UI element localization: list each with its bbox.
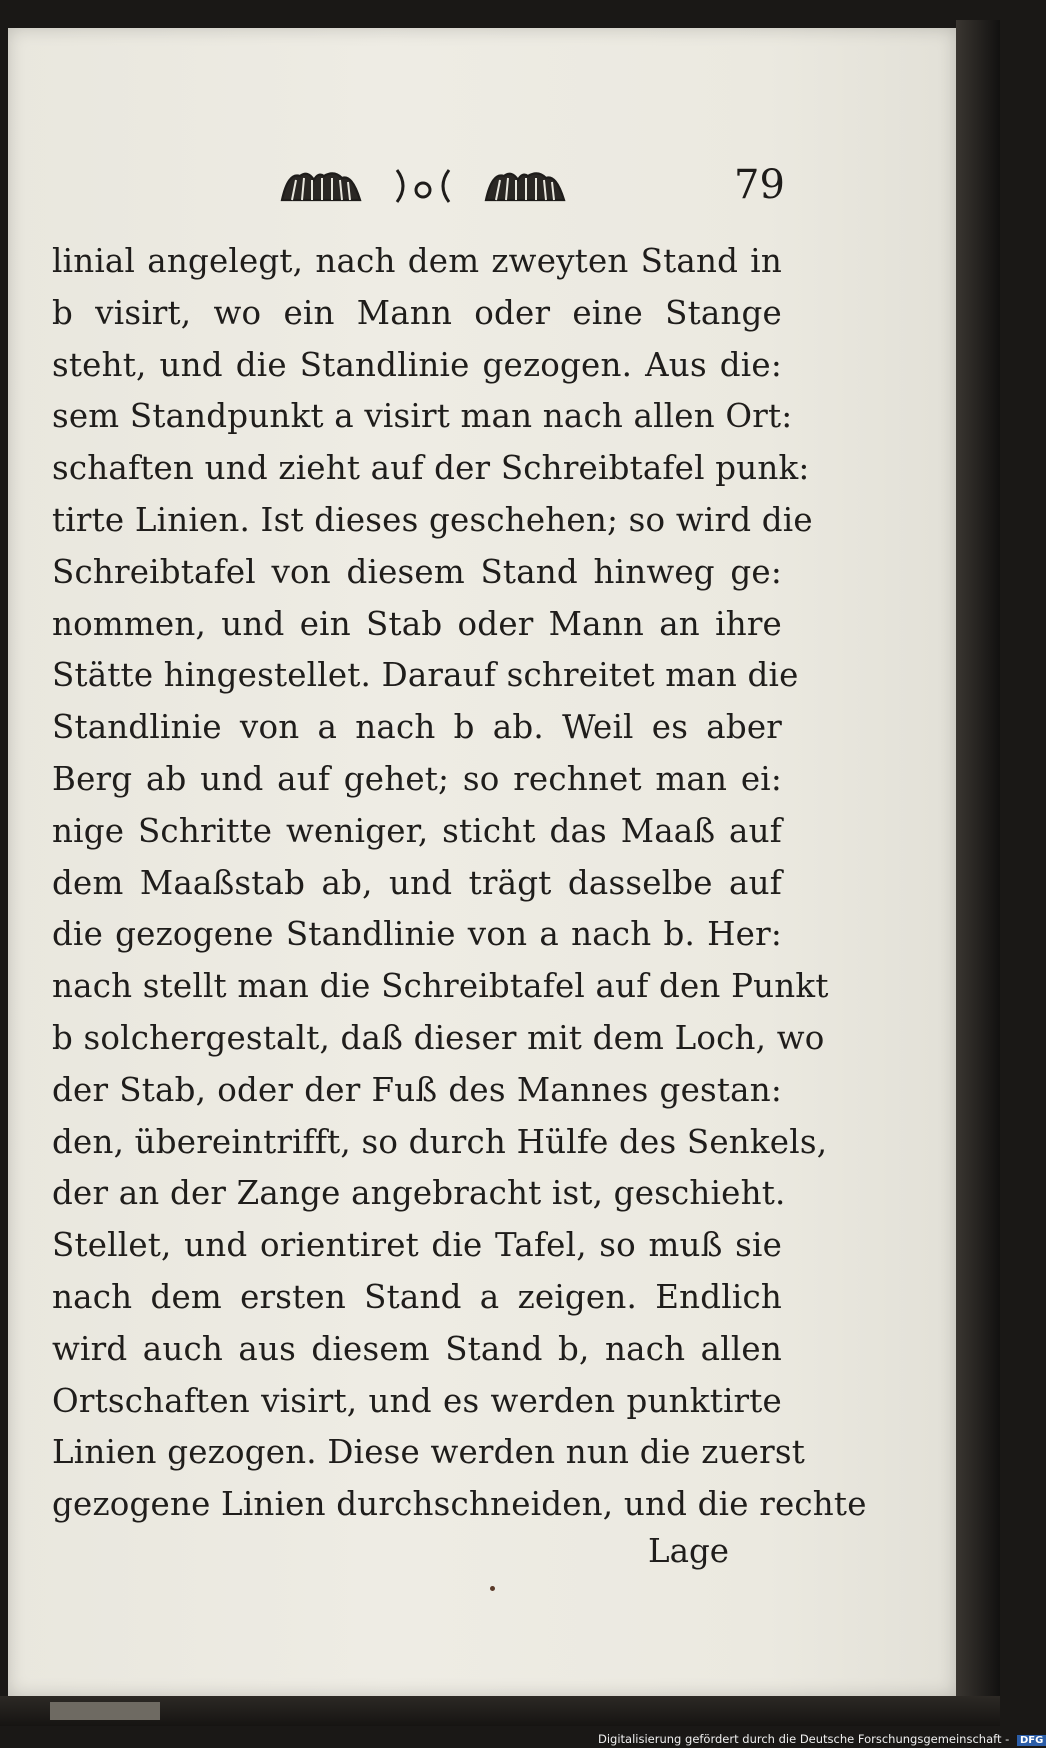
text-line: nach stellt man die Schreibtafel auf den Punkt xyxy=(52,967,829,1006)
scroll-divider-icon xyxy=(391,166,455,206)
text-line: der Stab, oder der Fuß des Mannes gestan: xyxy=(52,1070,782,1109)
body-text xyxy=(52,236,867,1531)
text-line: linial angelegt, nach dem zweyten Stand in xyxy=(52,242,782,280)
book-page xyxy=(8,28,956,1696)
page-number: 79 xyxy=(734,162,785,208)
shell-ornament-icon xyxy=(278,166,364,206)
book-edge-bottom xyxy=(0,1696,1000,1726)
text-line: sem Standpunkt a visirt man nach allen Ort: xyxy=(52,397,793,436)
text-line: gezogene Linien durchschneiden, und die rechte xyxy=(52,1485,867,1524)
credit-text: Digitalisierung gefördert durch die Deutsche Forschungsgemeinschaft - xyxy=(598,1732,1010,1746)
text-line: Stellet, und orientiret die Tafel, so muß sie xyxy=(52,1226,782,1265)
text-line: dem Maaßstab ab, und trägt dasselbe auf xyxy=(52,863,782,902)
text-line: b solchergestalt, daß dieser mit dem Loch, wo xyxy=(52,1018,825,1057)
text-line: nach dem ersten Stand a zeigen. Endlich xyxy=(52,1277,782,1316)
text-line: Berg ab und auf gehet; so rechnet man ei: xyxy=(52,759,782,798)
digitization-credit xyxy=(598,1732,1046,1746)
text-line: Schreibtafel von diesem Stand hinweg ge: xyxy=(52,552,782,591)
text-line: Linien gezogen. Diese werden nun die zuerst xyxy=(52,1433,806,1472)
text-line: tirte Linien. Ist dieses geschehen; so wird die xyxy=(52,500,813,539)
shell-ornament-icon xyxy=(482,166,568,206)
text-line: die gezogene Standlinie von a nach b. Her: xyxy=(52,915,782,954)
dfg-logo: DFG xyxy=(1017,1735,1046,1746)
text-line: Stätte hingestellet. Darauf schreitet man die xyxy=(52,656,799,695)
book-edge-right xyxy=(956,20,1000,1710)
text-line: nige Schritte weniger, sticht das Maaß auf xyxy=(52,811,782,850)
text-line: nommen, und ein Stab oder Mann an ihre xyxy=(52,604,782,643)
catchword: Lage xyxy=(648,1532,729,1570)
text-line: b visirt, wo ein Mann oder eine Stange xyxy=(52,293,782,332)
text-line: schaften und zieht auf der Schreibtafel punk: xyxy=(52,449,810,488)
ink-speck xyxy=(490,1586,495,1591)
header-ornament xyxy=(278,164,568,208)
text-line: Ortschaften visirt, und es werden punktirte xyxy=(52,1381,782,1420)
text-line: wird auch aus diesem Stand b, nach allen xyxy=(52,1329,782,1368)
text-line: steht, und die Standlinie gezogen. Aus die: xyxy=(52,345,782,384)
text-line: den, übereintrifft, so durch Hülfe des Senkels, xyxy=(52,1122,828,1161)
page-header xyxy=(8,158,956,218)
text-line: Standlinie von a nach b ab. Weil es aber xyxy=(52,708,782,747)
text-line: der an der Zange angebracht ist, geschieht. xyxy=(52,1174,786,1213)
